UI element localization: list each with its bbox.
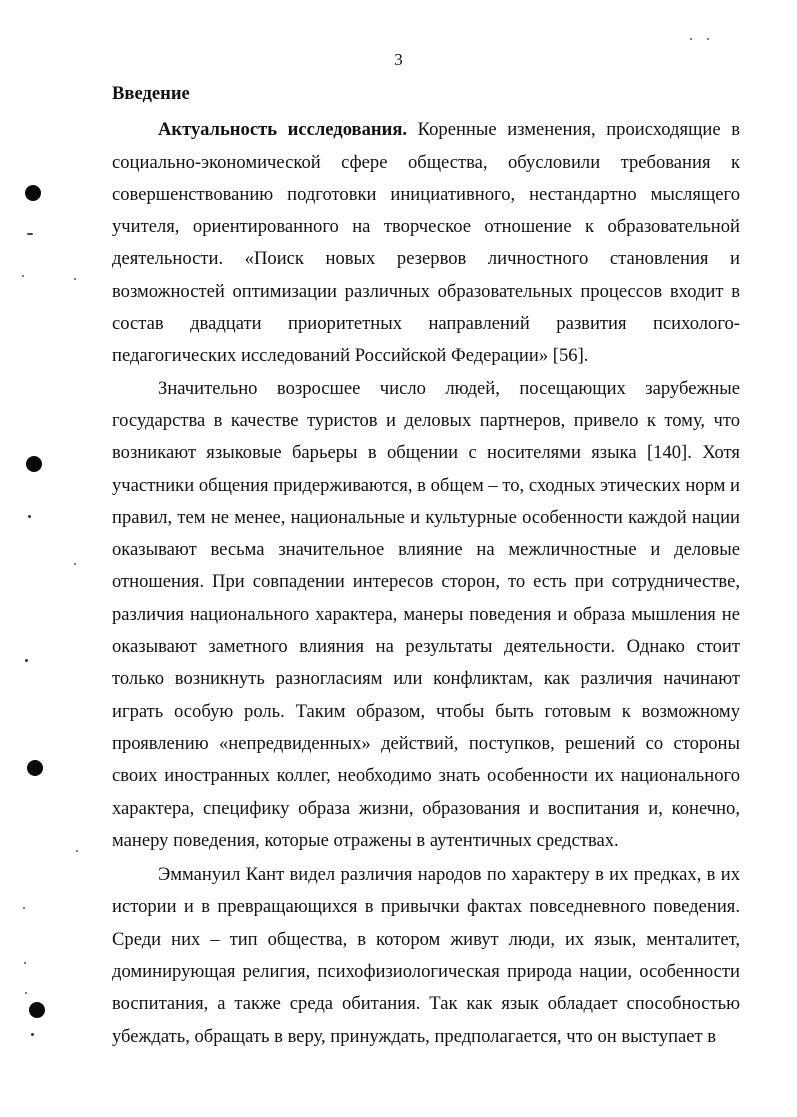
scan-speck bbox=[690, 38, 692, 40]
page-number: 3 bbox=[394, 50, 403, 69]
scan-speck bbox=[24, 962, 26, 964]
paragraph-kant bbox=[112, 859, 740, 1053]
scan-speck bbox=[25, 992, 27, 994]
scan-speck bbox=[28, 515, 31, 518]
paragraph-language-barriers bbox=[112, 373, 740, 857]
scan-speck bbox=[31, 1033, 34, 1036]
punch-hole bbox=[27, 760, 43, 776]
punch-hole bbox=[25, 185, 41, 201]
section-heading: Введение bbox=[112, 83, 190, 104]
scan-speck bbox=[27, 233, 33, 235]
paragraph-lead: Актуальность исследования. bbox=[158, 119, 408, 141]
paragraph-text: Эммануил Кант видел различия народов по характеру в их предках, в их истории и в превращающихся в привычки фактах повседневного поведения. Среди них – тип общества, в котором живут люди, их язык, менталитет, доминирующая религия, психофизиологическая природа нации, особенности воспитания, а также среда обитания. Так как язык обладает способностью убеждать, обращать в веру, принуждать, предполагается, что он выступает в bbox=[112, 864, 740, 1047]
document-body bbox=[112, 78, 740, 1053]
scan-speck bbox=[23, 907, 25, 909]
scan-speck bbox=[74, 563, 76, 565]
scan-speck bbox=[76, 850, 78, 852]
paragraph-text: Значительно возросшее число людей, посещающих зарубежные государства в качестве туристов и деловых партнеров, привело к тому, что возникают языковые барьеры в общении с носителями языка [140]. Хотя участники общения придерживаются, в общем – то, сходных этических норм и правил, тем не менее, национальные и культурные особенности каждой нации оказывают весьма значительное влияние на межличностные и деловые отношения. При совпадении интересов сторон, то есть при сотрудничестве, различия национального характера, манеры поведения и образа мышления не оказывают заметного влияния на результаты деятельности. Однако стоит только возникнуть разногласиям или конфликтам, как различия начинают играть особую роль. Таким образом, чтобы быть готовым к возможному проявлению «непредвиденных» действий, поступков, решений со стороны своих иностранных коллег, необходимо знать особенности их национального характера, специфику образа жизни, образования и воспитания и, конечно, манеру поведения, которые отражены в аутентичных средствах. bbox=[112, 377, 740, 851]
punch-hole bbox=[29, 1002, 45, 1018]
paragraph-text: Коренные изменения, происходящие в социально-экономической сфере общества, обусловили требования к совершенствованию подготовки инициативного, нестандартно мыслящего учителя, ориентированного на творческое отношение к образовательной деятельности. «Поиск новых резервов личностного становления и возможностей оптимизации различных образовательных процессов входит в состав двадцати приоритетных направлений развития психолого-педагогических исследований Российской Федерации» [56]. bbox=[112, 119, 740, 367]
scan-speck bbox=[707, 38, 709, 40]
scan-speck bbox=[74, 278, 76, 280]
scan-speck bbox=[25, 659, 28, 662]
scan-speck bbox=[22, 275, 24, 277]
paragraph-relevance bbox=[112, 114, 740, 372]
punch-hole bbox=[26, 456, 42, 472]
